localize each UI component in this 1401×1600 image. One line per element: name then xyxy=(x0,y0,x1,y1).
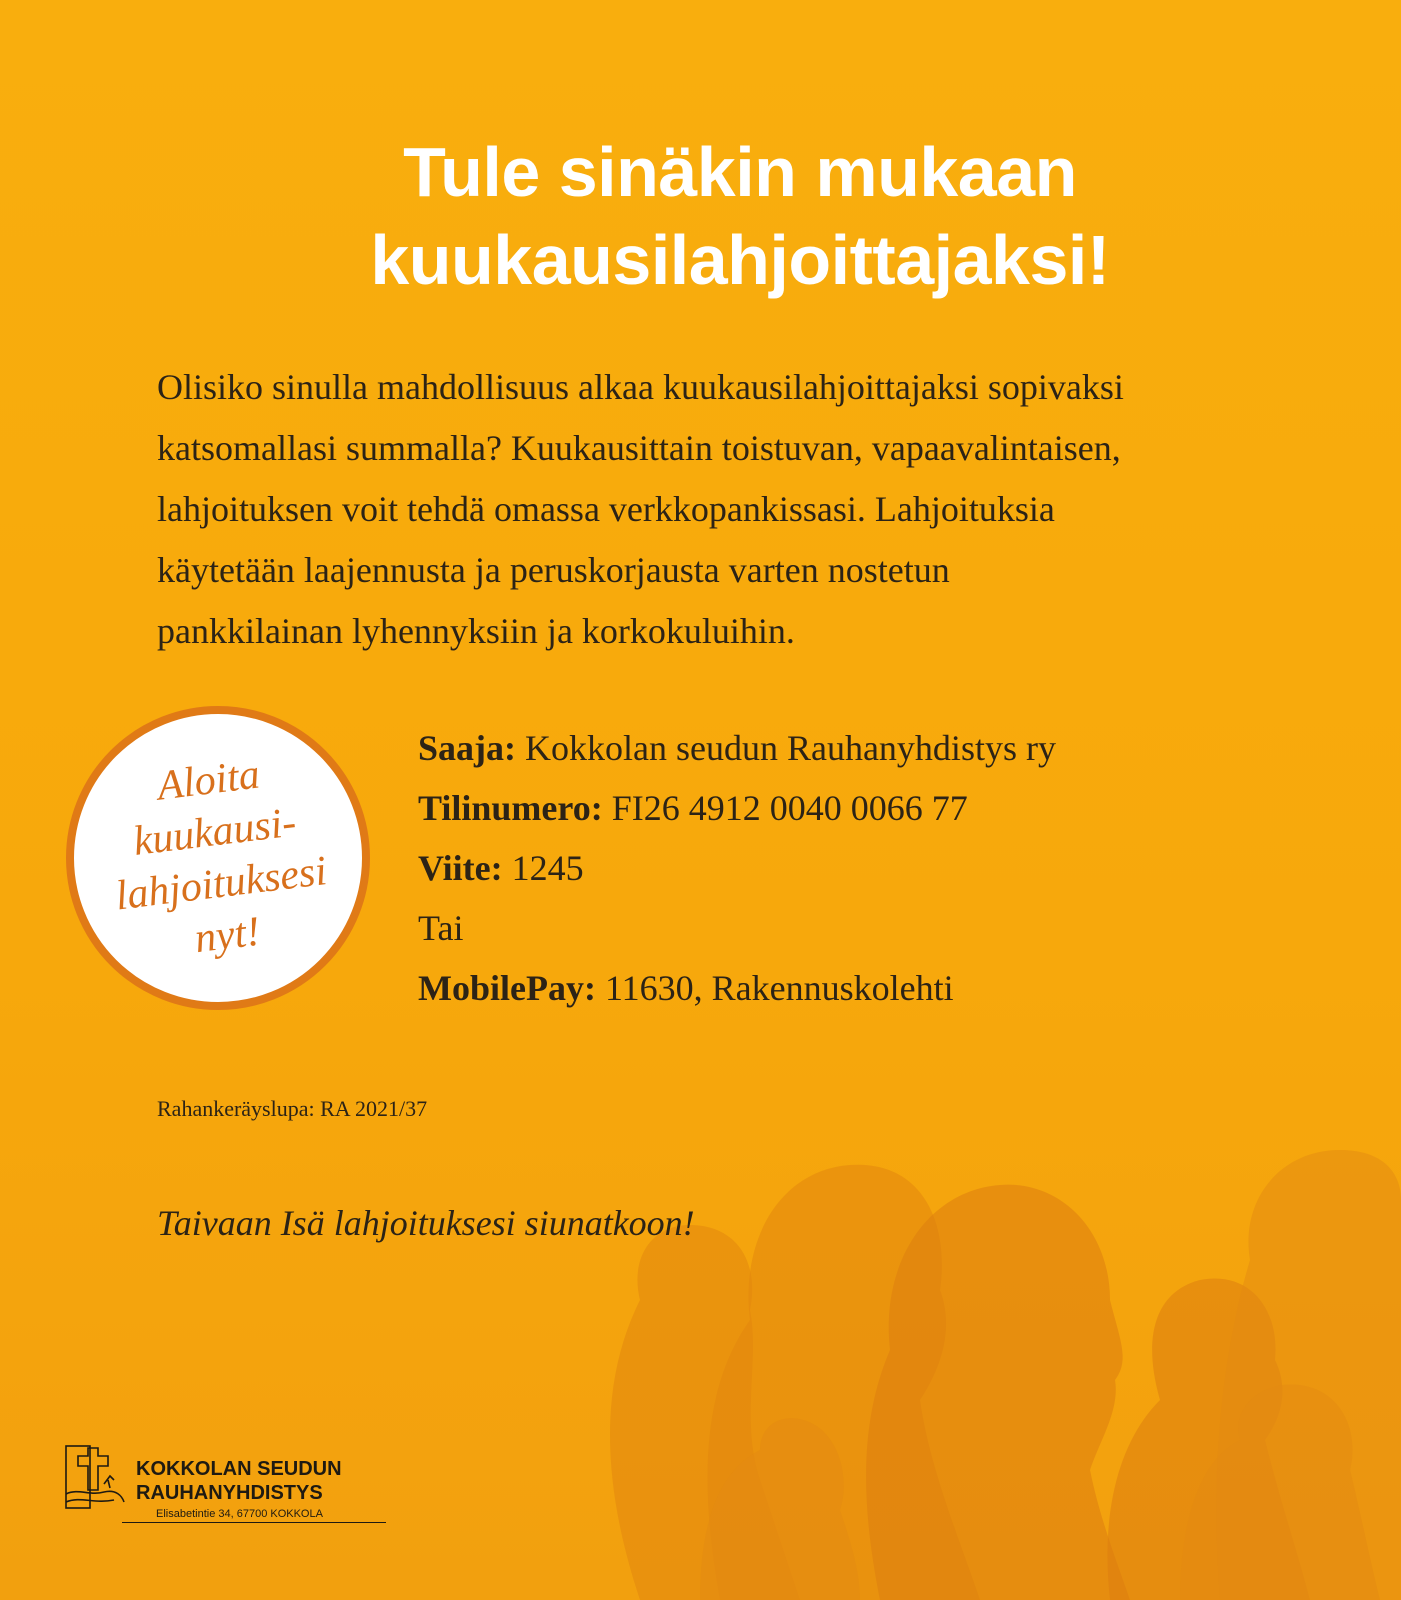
reference-value: 1245 xyxy=(511,848,584,888)
logo-line-1: KOKKOLAN SEUDUN xyxy=(136,1458,342,1480)
or-text: Tai xyxy=(418,908,464,948)
headline-line-1: Tule sinäkin mukaan xyxy=(403,133,1077,211)
account-row xyxy=(418,778,1056,838)
body-line-5: pankkilainan lyhennyksiin ja korkokuluihin. xyxy=(157,611,795,651)
body-line-4: käytetään laajennusta ja peruskorjausta varten nostetun xyxy=(157,550,950,590)
stamp-text xyxy=(62,737,373,979)
fundraising-permit: Rahankeräyslupa: RA 2021/37 xyxy=(157,1096,428,1121)
blessing-text: Taivaan Isä lahjoituksesi siunatkoon! xyxy=(157,1203,695,1243)
mobilepay-row xyxy=(418,958,1056,1018)
reference-row xyxy=(418,838,1056,898)
body-line-3: lahjoituksen voit tehdä omassa verkkopankissasi. Lahjoituksia xyxy=(157,489,1055,529)
account-value: FI26 4912 0040 0066 77 xyxy=(611,788,968,828)
stamp-line-1: Aloita xyxy=(154,751,263,810)
body-paragraph xyxy=(157,357,1277,662)
recipient-row xyxy=(418,718,1056,778)
account-label: Tilinumero: xyxy=(418,788,603,828)
call-to-action-stamp xyxy=(66,706,370,1010)
headline-line-2: kuukausilahjoittajaksi! xyxy=(370,221,1110,299)
headline xyxy=(0,128,1401,304)
stamp-line-3: lahjoituksesi xyxy=(112,848,330,920)
recipient-label: Saaja: xyxy=(418,728,516,768)
logo-address: Elisabetintie 34, 67700 KOKKOLA xyxy=(156,1508,323,1520)
stamp-line-4: nyt! xyxy=(192,908,263,963)
body-line-1: Olisiko sinulla mahdollisuus alkaa kuukausilahjoittajaksi sopivaksi xyxy=(157,367,1124,407)
church-cross-icon xyxy=(64,1444,134,1512)
stamp-line-2: kuukausi- xyxy=(130,799,299,865)
recipient-value: Kokkolan seudun Rauhanyhdistys ry xyxy=(525,728,1056,768)
payment-details xyxy=(418,718,1056,1018)
reference-label: Viite: xyxy=(418,848,503,888)
mobilepay-label: MobilePay: xyxy=(418,968,596,1008)
body-line-2: katsomallasi summalla? Kuukausittain toistuvan, vapaavalintaisen, xyxy=(157,428,1121,468)
mobilepay-value: 11630, Rakennuskolehti xyxy=(604,968,954,1008)
logo-line-2: RAUHANYHDISTYS xyxy=(136,1482,323,1504)
logo-divider xyxy=(122,1522,386,1523)
organization-logo xyxy=(64,1444,404,1520)
